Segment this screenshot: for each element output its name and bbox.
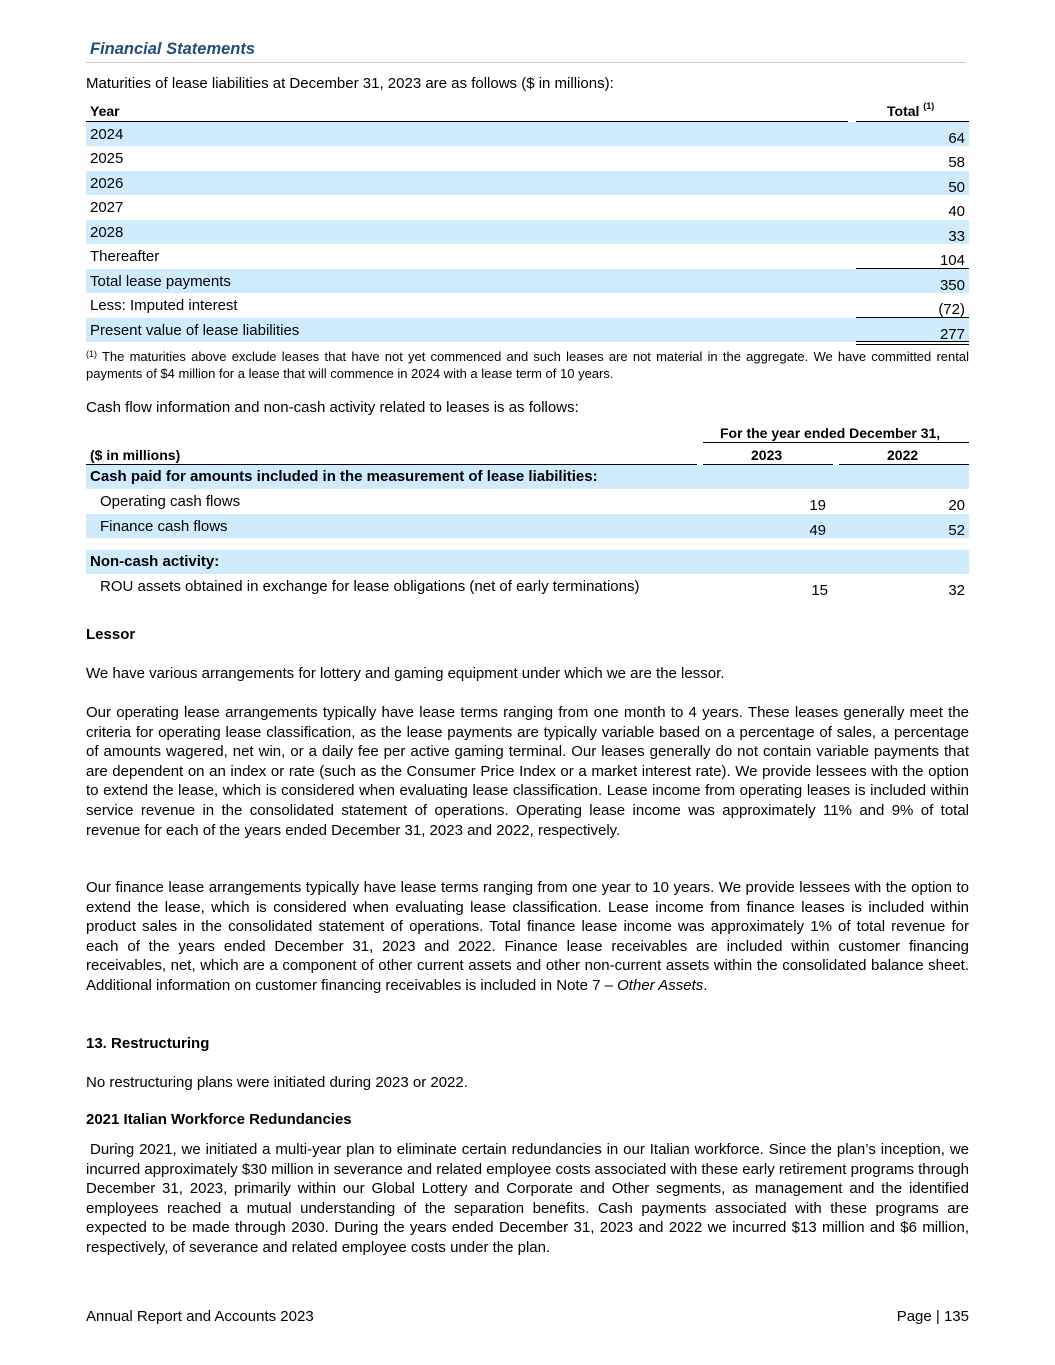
cashflow-period-header: For the year ended December 31, xyxy=(720,425,941,441)
restructuring-paragraph-2: During 2021, we initiated a multi-year plan to eliminate certain redundancies in our Italian workforce. Since the plan’s inception, we incurred approximately $30 million in severance and related employee costs associated with these early retirement programs through December 31, 2023, primarily within our Global Lottery and Corporate and Other segments, as management and the identified employees reached a mutual understanding of the separation benefits. Cash payments associated with these programs are expected to be made through 2030. During the years ended December 31, 2023 and 2022 we incurred $13 million and $6 million, respectively, of severance and related employee costs under the plan. xyxy=(86,1141,969,1256)
col-2022: 2022 xyxy=(887,447,919,463)
footer-page-number: Page | 135 xyxy=(896,1308,969,1325)
maturities-intro: Maturities of lease liabilities at December 31, 2023 are as follows ($ in millions): xyxy=(86,75,614,92)
section-title: Financial Statements xyxy=(90,40,256,58)
cashflow-section-cash-paid: Cash paid for amounts included in the measurement of lease liabilities: xyxy=(86,465,969,489)
cashflow-row: Finance cash flows 49 52 xyxy=(86,514,969,538)
cashflow-row: Operating cash flows 19 20 xyxy=(100,493,965,514)
maturity-row: Thereafter 104 xyxy=(90,248,965,269)
maturity-row: 2024 64 xyxy=(86,122,969,146)
maturity-row: 2025 58 xyxy=(90,150,965,171)
pv-double-rule-2 xyxy=(856,344,969,345)
maturity-row: 2026 50 xyxy=(86,171,969,195)
cashflow-units: ($ in millions) xyxy=(90,447,181,463)
lessor-paragraph-2: Our operating lease arrangements typically have lease terms ranging from one month to 4 years. These leases generally meet the criteria for operating lease classification, as the lease payments are typically variable based on a percentage of sales, a percentage of amounts wagered, net win, or a daily fee per active gaming terminal. Our leases generally do not contain variable payments that are dependent on an index or rate (such as the Consumer Price Index or a market interest rate). We provide lessees with the option to extend the lease, which is considered when evaluating lease classification. Lease income from operating leases is included within service revenue in the consolidated statement of operations. Operating lease income was approximately 11% and 9% of total revenue for each of the years ended December 31, 2023 and 2022, respectively. xyxy=(86,704,969,839)
cashflow-section-non-cash: Non-cash activity: xyxy=(86,550,969,574)
maturities-col-year: Year xyxy=(90,103,120,119)
maturity-pv-row: Present value of lease liabilities 277 xyxy=(86,318,969,342)
cashflow-intro: Cash flow information and non-cash activity related to leases is as follows: xyxy=(86,399,579,416)
italian-redundancies-heading: 2021 Italian Workforce Redundancies xyxy=(86,1111,352,1128)
cashflow-row: ROU assets obtained in exchange for lease obligations (net of early terminations) 15 32 xyxy=(100,578,965,599)
maturity-row: 2028 33 xyxy=(86,220,969,244)
lessor-paragraph-1: We have various arrangements for lottery and gaming equipment under which we are the lessor. xyxy=(86,665,725,682)
maturity-row: Less: Imputed interest (72) xyxy=(90,297,965,318)
footer-report-title: Annual Report and Accounts 2023 xyxy=(86,1308,314,1325)
col-2023: 2023 xyxy=(751,447,783,463)
lessor-paragraph-3: Our finance lease arrangements typically have lease terms ranging from one year to 10 years. We provide lessees with the option to extend the lease, which is considered when evaluating lease classification. Lease income from finance leases is included within product sales in the consolidated statement of operations. Total finance lease income was approximately 1% of total revenue for each of the years ended December 31, 2023 and 2022. Finance lease receivables are included within customer financing receivables, net, which are a component of other current assets and other non-current assets within the consolidated balance sheet. Additional information on customer financing receivables is included in Note 7 – Other Assets. xyxy=(86,879,969,994)
pv-double-rule-1 xyxy=(856,341,969,342)
header-divider xyxy=(86,62,966,63)
restructuring-heading: 13. Restructuring xyxy=(86,1035,210,1052)
maturity-row: 2027 40 xyxy=(90,199,965,220)
maturities-col-total: Total $^{(1)}$ xyxy=(887,101,935,119)
lessor-heading: Lessor xyxy=(86,626,136,643)
maturity-total-row: Total lease payments 350 xyxy=(86,269,969,293)
period-header-rule xyxy=(703,442,969,443)
restructuring-paragraph-1: No restructuring plans were initiated during 2023 or 2022. xyxy=(86,1074,468,1091)
maturities-footnote: $^{(1)}$ The maturities above exclude leases that have not yet commenced and such leases are not material in the aggregate. We have committed rental payments of $4 million for a lease that will commence in 2024 with a lease term of 10 years. xyxy=(86,349,969,381)
